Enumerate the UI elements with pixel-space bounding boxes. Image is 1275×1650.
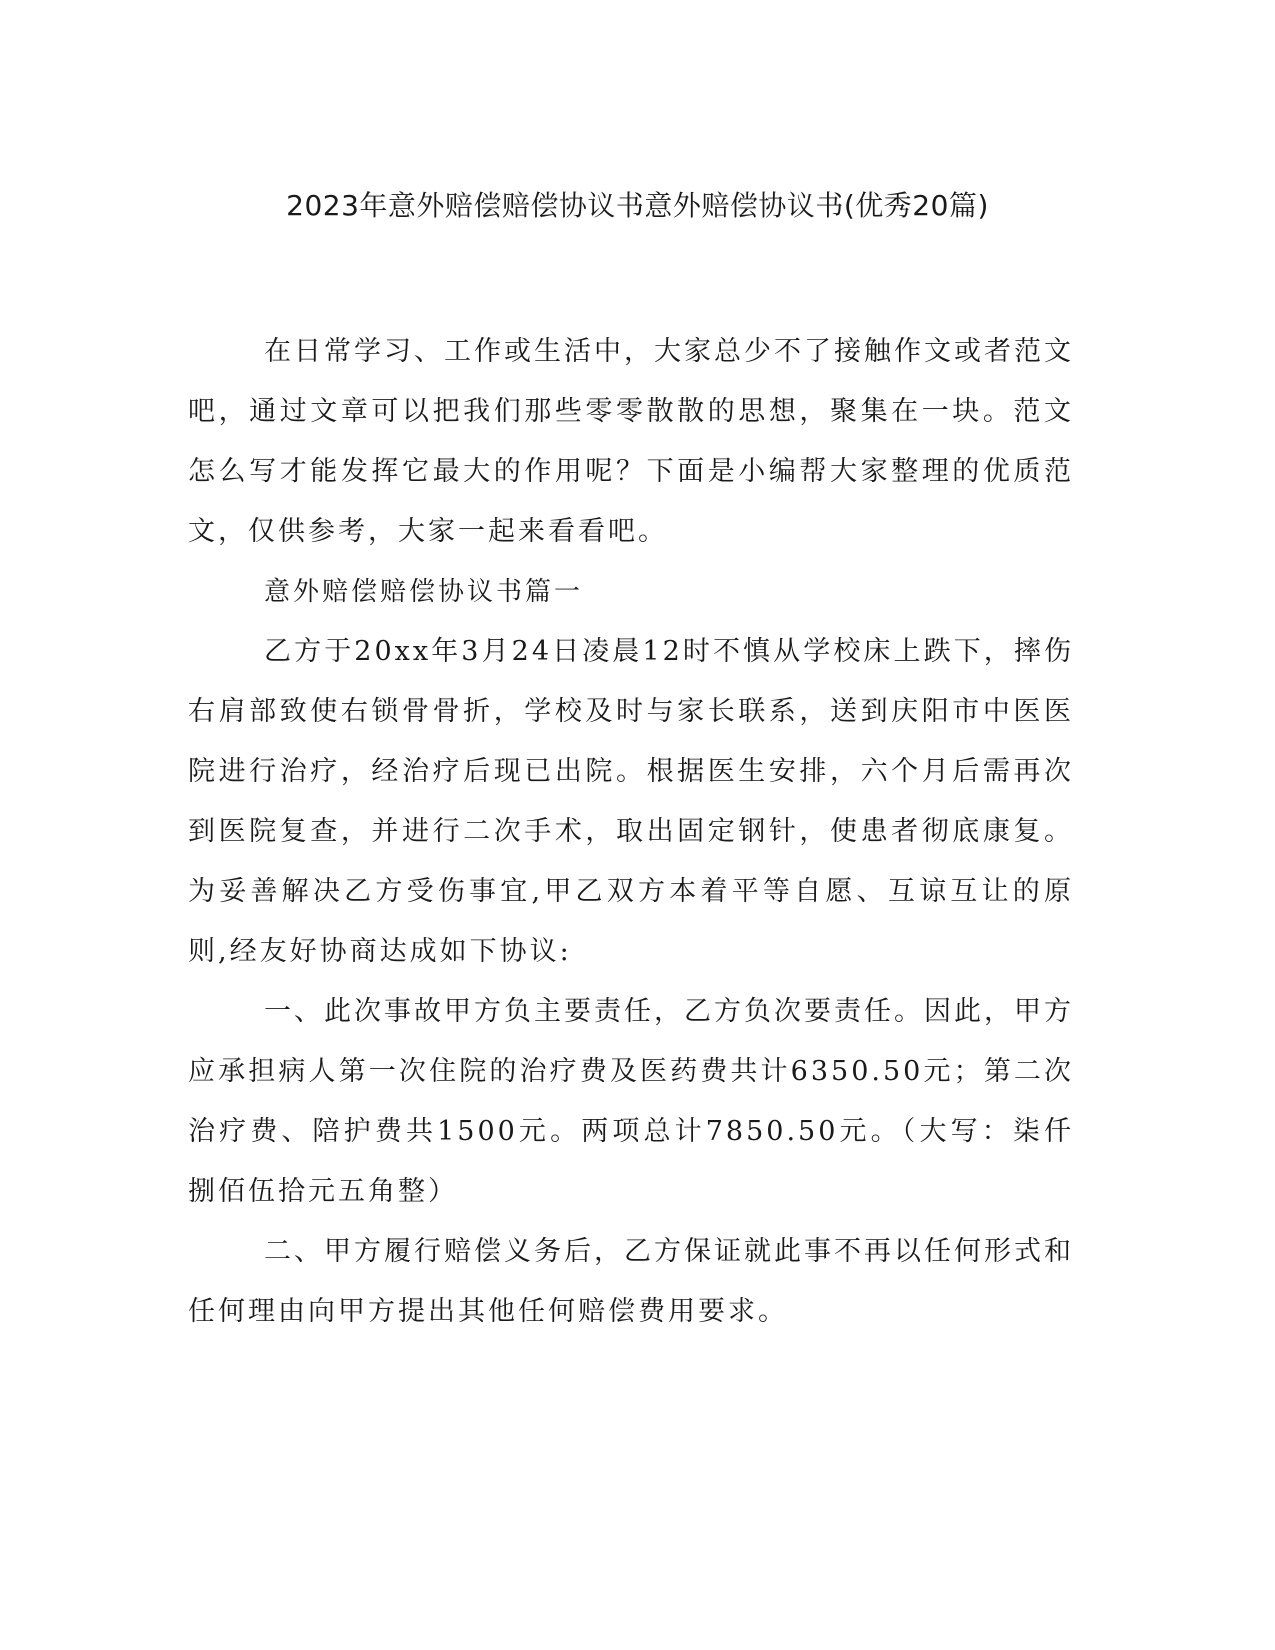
intro-paragraph: 在日常学习、工作或生活中，大家总少不了接触作文或者范文吧，通过文章可以把我们那些零零散散的思想，聚集在一块。范文怎么写才能发挥它最大的作用呢？下面是小编帮大家整理的优质范文，仅供参考，大家一起来看看吧。 [188,336,1074,547]
body-paragraph-1: 乙方于20xx年3月24日凌晨12时不慎从学校床上跌下，摔伤右肩部致使右锁骨骨折，学校及时与家长联系，送到庆阳市中医医院进行治疗，经治疗后现已出院。根据医生安排，六个月后需再次到医院复查，并进行二次手术，取出固定钢针，使患者彻底康复。为妥善解决乙方受伤事宜,甲乙双方本着平等自愿、互谅互让的原则,经友好协商达成如下协议: [188,636,1074,967]
body-paragraph-2: 一、此次事故甲方负主要责任，乙方负次要责任。因此，甲方应承担病人第一次住院的治疗费及医药费共计6350.50元；第二次治疗费、陪护费共1500元。两项总计7850.50元。（大写：柒仟捌佰伍拾元五角整） [188,996,1074,1207]
section-heading: 意外赔偿赔偿协议书篇一 [264,577,584,607]
document-body [188,322,1074,1342]
body-paragraph-3: 二、甲方履行赔偿义务后，乙方保证就此事不再以任何形式和任何理由向甲方提出其他任何赔偿费用要求。 [188,1236,1074,1327]
document-title: 2023年意外赔偿赔偿协议书意外赔偿协议书(优秀20篇) [286,189,989,222]
